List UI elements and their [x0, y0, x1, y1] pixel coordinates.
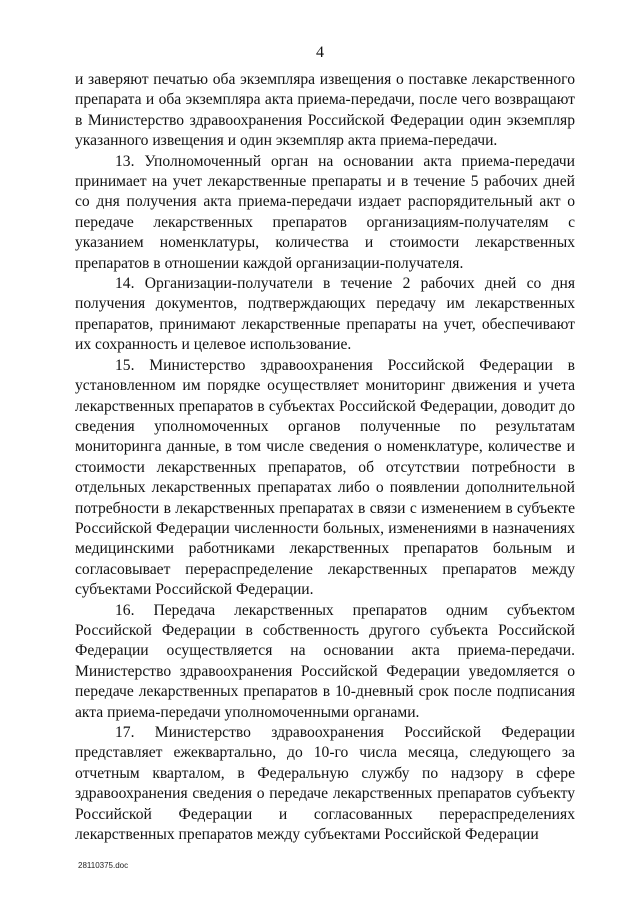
paragraph-16: 16. Передача лекарственных препаратов одним субъектом Российской Федерации в собственность другого субъекта Российской Федерации осуществляется на основании акта приема-передачи. Министерство здравоохранения Российской Федерации уведомляется о передаче лекарственных препаратов в 10-дневный срок после подписания акта приема-передачи уполномоченными органами. — [75, 601, 575, 721]
page-number: 4 — [316, 44, 324, 61]
footer-filename: 28110375.doc — [78, 861, 129, 870]
paragraph-13: 13. Уполномоченный орган на основании акта приема-передачи принимает на учет лекарственные препараты и в течение 5 рабочих дней со дня получения акта приема-передачи издает распорядительный акт о передаче лекарственных препаратов организациям-получателям с указанием номенклатуры, количества и стоимости лекарственных препаратов в отношении каждой организации-получателя. — [75, 152, 575, 272]
paragraph-17: 17. Министерство здравоохранения Российской Федерации представляет ежеквартально, до 10-го числа месяца, следующего за отчетным кварталом, в Федеральную службу по надзору в сфере здравоохранения сведения о передаче лекарственных препаратов субъекту Российской Федерации и согласованных перераспределениях лекарственных препаратов между субъектами Российской Федерации — [75, 724, 575, 844]
paragraph-14: 14. Организации-получатели в течение 2 рабочих дней со дня получения документов, подтверждающих передачу им лекарственных препаратов, принимают лекарственные препараты на учет, обеспечивают их сохранность и целевое использование. — [75, 275, 575, 354]
paragraph-15: 15. Министерство здравоохранения Российской Федерации в установленном им порядке осуществляет мониторинг движения и учета лекарственных препаратов в субъектах Российской Федерации, доводит до сведения уполномоченных органов полученные по результатам мониторинга данные, в том числе сведения о номенклатуре, количестве и стоимости лекарственных препаратов, об отсутствии потребности в отдельных лекарственных препаратах либо о появлении дополнительной потребности в лекарственных препаратах в связи с изменением в субъекте Российской Федерации численности больных, изменениями в назначениях медицинскими работниками лекарственных препаратов больным и согласовывает перераспределение лекарственных препаратов между субъектами Российской Федерации. — [75, 356, 575, 599]
paragraph-continuation: и заверяют печатью оба экземпляра извещения о поставке лекарственного препарата и оба экземпляра акта приема-передачи, после чего возвращают в Министерство здравоохранения Российской Федерации один экземпляр указанного извещения и один экземпляр акта приема-передачи. — [75, 71, 575, 150]
document-body — [75, 70, 575, 845]
